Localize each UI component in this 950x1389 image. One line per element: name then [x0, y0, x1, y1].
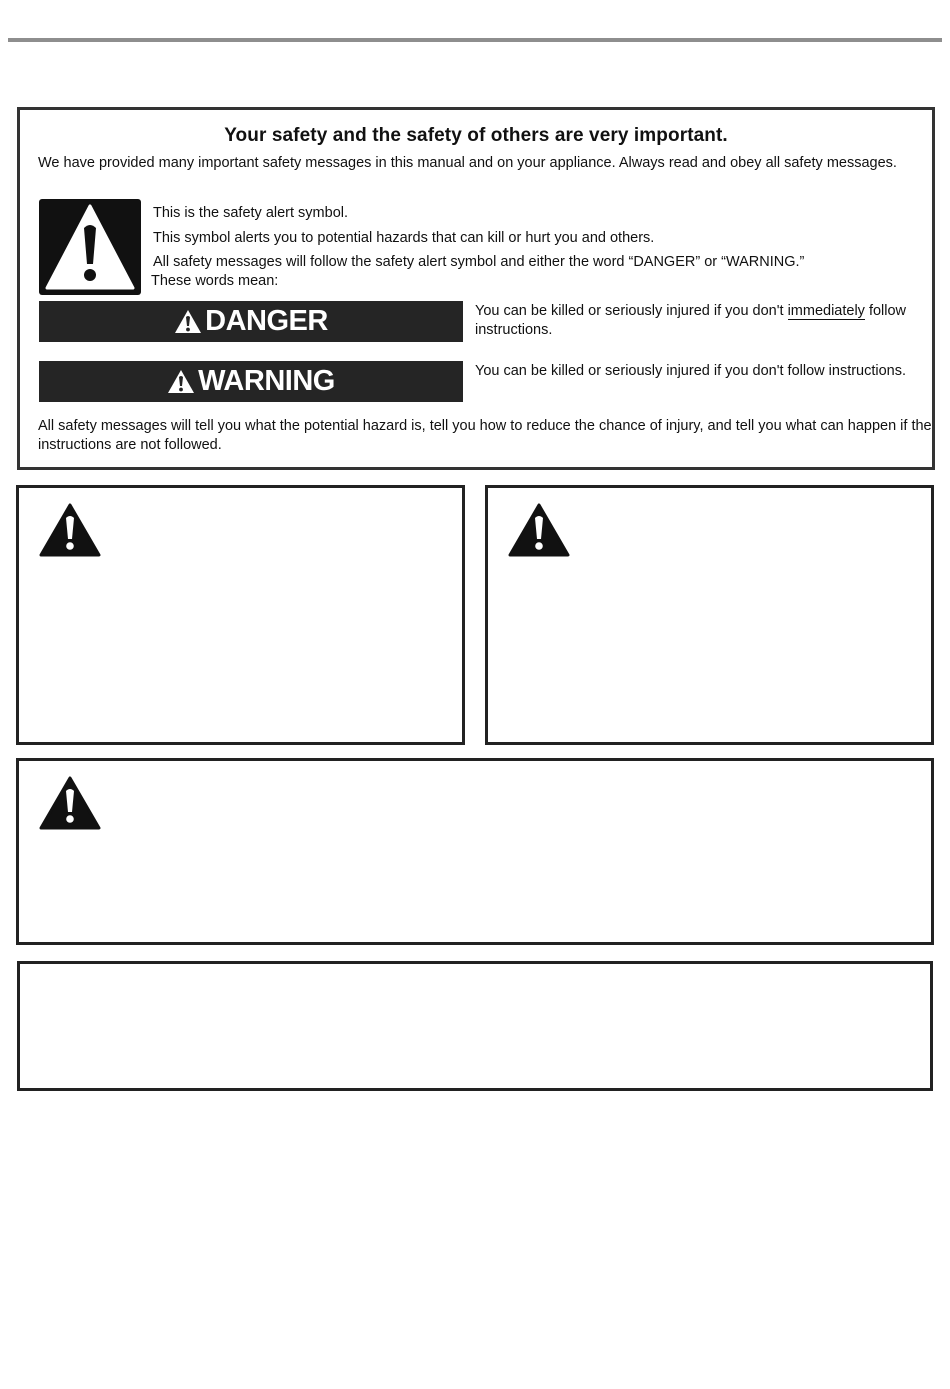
symbol-line-4: These words mean: [151, 273, 279, 289]
warning-label: WARNING [198, 365, 335, 397]
danger-triangle-icon [174, 309, 202, 334]
safety-closing-text: All safety messages will tell you what the potential hazard is, tell you how to reduce the chance of injury, and tell you what can happen if the instructions are not followed. [38, 418, 932, 453]
safety-intro: We have provided many important safety messages in this manual and on your appliance. Always read and obey all safety messages. [38, 155, 897, 171]
danger-description [475, 302, 925, 340]
warning-panel-right [485, 485, 934, 745]
safety-alert-symbol-icon [39, 199, 141, 295]
danger-bar [39, 301, 463, 342]
warning-panel-left [16, 485, 465, 745]
safety-info-box [17, 107, 935, 470]
warning-description: You can be killed or seriously injured if you don't follow instructions. [475, 363, 907, 379]
danger-desc-post: follow instructions. [475, 303, 907, 338]
warning-bar [39, 361, 463, 402]
warning-triangle-icon [39, 776, 101, 830]
warning-panel-wide [16, 758, 934, 945]
top-rule [8, 38, 942, 42]
warning-triangle-icon [167, 369, 195, 394]
warning-triangle-icon [508, 503, 570, 557]
warning-triangle-icon [39, 503, 101, 557]
danger-desc-pre: You can be killed or seriously injured if you don't [475, 303, 788, 319]
danger-desc-underlined: immediately [787, 303, 865, 319]
symbol-line-1: This is the safety alert symbol. [153, 205, 349, 221]
symbol-line-3: All safety messages will follow the safety alert symbol and either the word “DANGER” or “WARNING.” [153, 254, 805, 270]
safety-heading: Your safety and the safety of others are very important. [224, 125, 728, 146]
danger-label: DANGER [205, 305, 328, 337]
symbol-line-2: This symbol alerts you to potential hazards that can kill or hurt you and others. [153, 230, 655, 246]
notice-panel [17, 961, 933, 1091]
